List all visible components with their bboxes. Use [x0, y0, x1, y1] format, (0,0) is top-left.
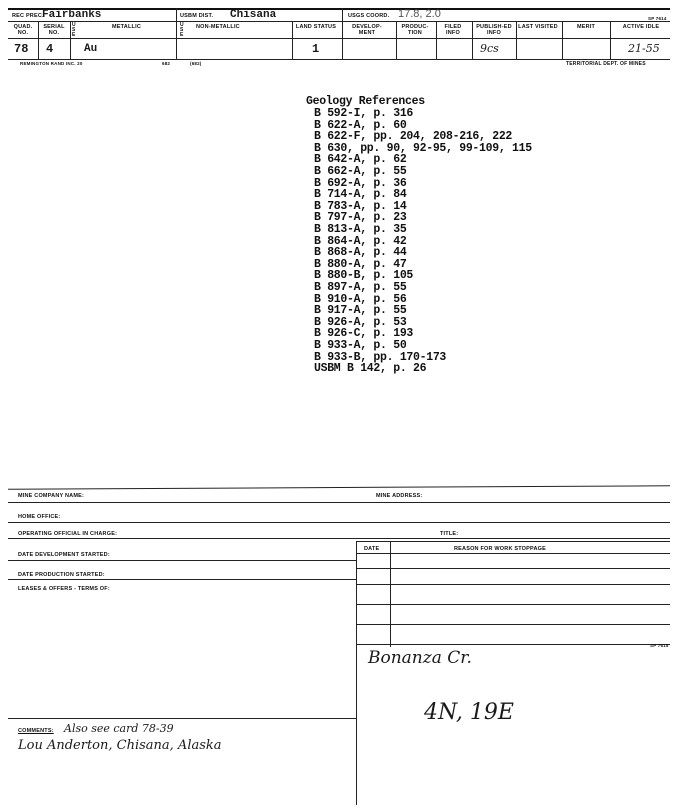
reference-item: USBM B 142, p. 26 [314, 362, 427, 376]
handwritten-location: 4N, 19E [424, 700, 514, 725]
reference-item: B 662-A, p. 55 [314, 165, 407, 178]
printer-label: REMINGTON RAND INC. 20 [20, 61, 83, 66]
col-land-status: LAND STATUS [295, 24, 337, 30]
form-number-top: SP 7614 [648, 16, 667, 21]
col-development: DEVELOP-MENT [352, 24, 382, 36]
usgs-coord-label: USGS COORD. [348, 13, 390, 19]
published-info-value: 9cs [480, 42, 499, 55]
reference-item: B 926-A, p. 53 [314, 315, 407, 329]
reference-item: B 926-C, p. 193 [314, 327, 414, 341]
form-number-bottom: SP 7615 [650, 643, 669, 648]
reference-item: B 880-A, p. 47 [314, 257, 407, 271]
mine-address-label: MINE ADDRESS: [376, 493, 423, 499]
title-label: TITLE: [440, 531, 459, 537]
reference-item: B 917-A, p. 55 [314, 304, 407, 318]
col-metallic: METALLIC [112, 24, 141, 30]
reference-item: B 714-A, p. 84 [314, 188, 407, 202]
active-idle-value: 21-55 [628, 42, 660, 55]
col-published-info: PUBLISH-ED INFO [476, 24, 512, 36]
prod-started-label: DATE PRODUCTION STARTED: [18, 572, 105, 578]
date-label: DATE [364, 546, 380, 552]
reference-item: B 868-A, p. 44 [314, 246, 407, 260]
serial-no-value: 4 [46, 42, 54, 56]
reference-item: B 622-A, p. 60 [314, 118, 407, 132]
col-filed-info: FILED INFO [444, 24, 462, 36]
col-merit: MERIT [576, 24, 596, 30]
col-active-idle: ACTIVE IDLE [622, 24, 660, 30]
metallic-value: Au [84, 43, 98, 55]
leases-label: LEASES & OFFERS - TERMS OF: [18, 586, 110, 592]
land-status-value: 1 [312, 42, 320, 56]
handwritten-creek: Bonanza Cr. [368, 648, 472, 668]
dev-started-label: DATE DEVELOPMENT STARTED: [18, 552, 110, 558]
printer-code-2: (682) [190, 61, 202, 66]
reference-item: B 880-B, p. 105 [314, 269, 414, 283]
reference-item: B 797-A, p. 23 [314, 211, 407, 225]
reference-item: B 933-A, p. 50 [314, 339, 407, 352]
rec-prec-value: Fairbanks [42, 9, 102, 21]
reference-item: B 897-A, p. 55 [314, 281, 407, 294]
rec-prec-label: REC PREC. [12, 13, 44, 19]
col-serial-no: SERIAL NO. [43, 24, 65, 36]
reference-item: B 630, pp. 90, 92-95, 99-109, 115 [314, 141, 532, 155]
reference-item: B 864-A, p. 42 [314, 234, 407, 248]
references-title: Geology References [306, 95, 425, 108]
printer-code: 682 [162, 61, 171, 66]
dept-label: TERRITORIAL DEPT. OF MINES [566, 61, 646, 67]
operating-official-label: OPERATING OFFICIAL IN CHARGE: [18, 531, 118, 537]
reference-item: B 933-B, pp. 170-173 [314, 350, 447, 364]
reference-item: B 642-A, p. 62 [314, 153, 407, 167]
usbm-dist-label: USBM DIST. [180, 13, 214, 19]
reference-item: B 783-A, p. 14 [314, 199, 407, 213]
col-last-visited: LAST VISITED [518, 24, 558, 30]
home-office-label: HOME OFFICE: [18, 514, 61, 520]
usgs-coord-value: 17.8, 2.0 [398, 8, 441, 20]
comments-line2: Lou Anderton, Chisana, Alaska [18, 738, 222, 753]
reference-item: B 910-A, p. 56 [314, 292, 407, 306]
usbm-dist-value: Chisana [230, 9, 277, 21]
reference-item: B 592-I, p. 316 [314, 107, 414, 120]
reference-item: B 692-A, p. 36 [314, 176, 407, 190]
comments-label: COMMENTS: [18, 728, 54, 734]
reference-item: B 813-A, p. 35 [314, 223, 407, 236]
comments-value: Also see card 78-39 [64, 722, 174, 735]
reference-item: B 622-F, pp. 204, 208-216, 222 [314, 130, 513, 144]
reason-label: REASON FOR WORK STOPPAGE [454, 546, 546, 552]
quad-no-value: 78 [14, 42, 29, 56]
mine-company-label: MINE COMPANY NAME: [18, 493, 85, 499]
col-use-metallic: U S E [72, 22, 76, 38]
col-quad-no: QUAD. NO. [13, 24, 33, 36]
col-non-metallic: NON-METALLIC [196, 24, 240, 30]
col-use-nonmetallic: U S E [180, 22, 184, 38]
col-production: PRODUC-TION [401, 24, 429, 36]
